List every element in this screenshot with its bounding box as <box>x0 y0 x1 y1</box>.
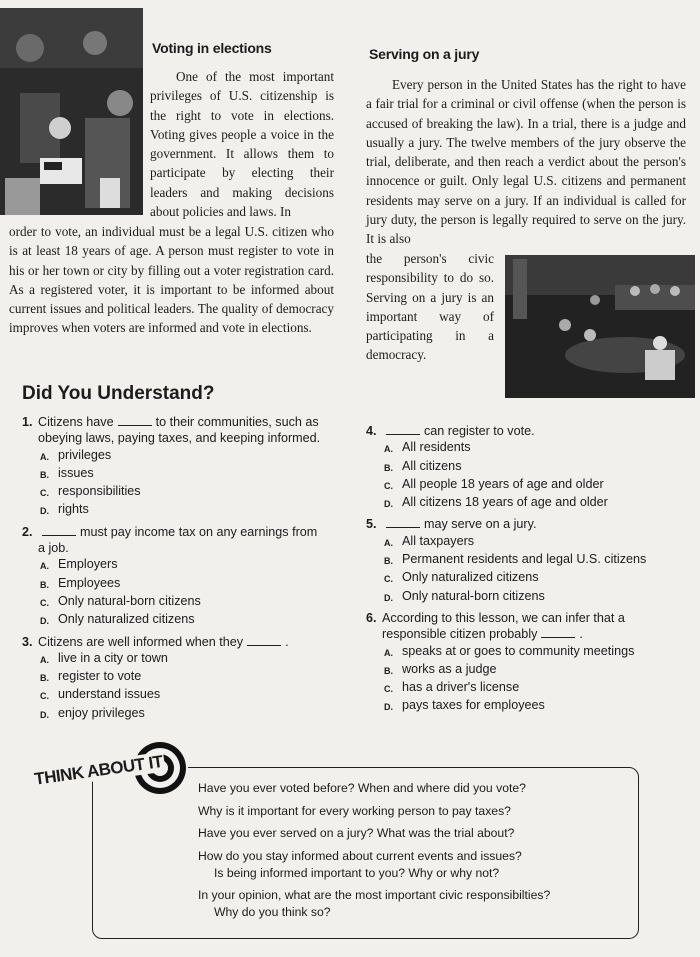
voting-paragraph-part2: order to vote, an individual must be a legal U.S. citizen who is at least 18 years of age. A person must register to vote in his or her town or city by filling out a voter registration card. As a registered voter, it is important to be informed about current issues and political leaders. The quality of democracy improves when voters are informed and vote in elections. <box>9 224 334 336</box>
think-questions <box>198 780 628 926</box>
question-3 <box>22 634 322 723</box>
option-letter: C. <box>384 684 393 695</box>
option-letter: C. <box>384 574 393 585</box>
answer-option <box>384 697 656 715</box>
answer-option <box>40 465 322 483</box>
option-text: speaks at or goes to community meetings <box>402 643 635 658</box>
voting-photo <box>0 8 143 215</box>
answer-option <box>384 533 656 551</box>
jury-paragraph-part2: the person's civic responsibility to do so. Serving on a jury is an important way of participating in a democracy. <box>366 251 494 363</box>
question-number: 4. <box>366 424 377 438</box>
answer-option <box>384 476 656 494</box>
option-letter: D. <box>40 709 49 720</box>
option-letter: B. <box>40 469 49 480</box>
question-text-after: . <box>579 627 583 642</box>
answer-option <box>40 501 322 519</box>
answer-option <box>384 643 656 661</box>
think-question-5 <box>198 887 628 920</box>
question-number: 2. <box>22 524 33 539</box>
think-question-text-continued: Why do you think so? <box>214 904 331 919</box>
option-letter: A. <box>40 654 49 665</box>
option-text: Permanent residents and legal U.S. citizens <box>402 552 647 567</box>
think-question-text: Have you ever voted before? When and where did you vote? <box>198 781 526 795</box>
option-letter: B. <box>40 579 49 590</box>
answer-option <box>40 593 322 611</box>
think-question-text-continued: Is being informed important to you? Why or why not? <box>214 865 500 880</box>
think-question-2 <box>198 803 628 820</box>
answer-option <box>384 439 656 457</box>
answer-option <box>40 575 322 593</box>
option-letter: C. <box>384 480 393 491</box>
answer-option <box>40 650 322 668</box>
jury-paragraph-full <box>366 75 686 249</box>
option-text: Only natural-born citizens <box>58 593 201 608</box>
option-letter: B. <box>40 673 49 684</box>
option-text: has a driver's license <box>402 680 520 695</box>
option-letter: A. <box>40 451 49 462</box>
think-question-3 <box>198 825 628 842</box>
option-text: understand issues <box>58 687 161 702</box>
question-4 <box>366 423 656 512</box>
answer-option <box>40 483 322 501</box>
question-text-after: to their communities, such as obeying laws, paying taxes, and keeping informed. <box>38 415 321 446</box>
option-text: All residents <box>402 440 471 455</box>
option-text: Employees <box>58 575 121 590</box>
answer-blank <box>386 425 420 435</box>
question-number: 5. <box>366 517 377 532</box>
quiz-left-column <box>22 414 322 727</box>
jury-photo <box>505 255 695 398</box>
option-letter: D. <box>384 702 393 713</box>
voting-paragraph-full <box>9 222 334 338</box>
option-letter: D. <box>384 499 393 510</box>
question-text-after: . <box>285 634 289 649</box>
think-question-text: In your opinion, what are the most important civic responsibilties? <box>198 888 551 903</box>
question-2 <box>22 524 322 630</box>
question-text-after: may serve on a jury. <box>424 517 537 532</box>
think-about-it-label: THINK ABOUT IT <box>31 752 166 790</box>
answer-option <box>40 668 322 686</box>
voting-heading: Voting in elections <box>152 40 272 56</box>
question-5 <box>366 516 656 605</box>
answer-option <box>384 551 656 569</box>
option-letter: A. <box>384 537 393 548</box>
answer-option <box>384 661 656 679</box>
answer-option <box>40 705 322 723</box>
answer-blank <box>118 416 152 426</box>
question-number: 1. <box>22 415 33 429</box>
answer-option <box>40 556 322 574</box>
option-text: live in a city or town <box>58 650 168 665</box>
question-text-before: According to this lesson, we can infer that a responsible citizen probably <box>382 610 625 642</box>
question-text-before: Citizens have <box>38 415 114 429</box>
option-text: issues <box>58 465 94 480</box>
option-letter: C. <box>40 691 49 702</box>
option-text: enjoy privileges <box>58 705 145 720</box>
think-question-text: How do you stay informed about current events and issues? <box>198 849 522 864</box>
question-number: 3. <box>22 634 33 649</box>
option-text: All citizens <box>402 458 462 473</box>
option-text: All citizens 18 years of age and older <box>402 495 608 510</box>
jury-paragraph-part1: Every person in the United States has the right to have a fair trial for a criminal or civil offense (when the person is accused of breaking the law). In a trial, there is a judge and usually a jury. The twelve members of the jury observe the trial, deliberate, and then reach a verdict about the person's innocence or guilt. Only legal U.S. citizens and permanent residents may serve on a jury. If an individual is called for jury duty, the person is legally required to serve on the jury. It is also <box>366 77 686 247</box>
option-text: works as a judge <box>402 661 497 676</box>
option-text: All people 18 years of age and older <box>402 476 604 491</box>
option-letter: C. <box>40 488 49 499</box>
answer-blank <box>247 636 281 646</box>
question-1 <box>22 414 322 520</box>
option-letter: B. <box>384 462 393 473</box>
answer-option <box>384 679 656 697</box>
answer-option <box>384 458 656 476</box>
option-text: pays taxes for employees <box>402 698 545 713</box>
option-text: Employers <box>58 557 118 572</box>
option-text: register to vote <box>58 669 142 684</box>
answer-blank <box>42 526 76 536</box>
option-letter: D. <box>384 592 393 603</box>
think-question-text: Why is it important for every working person to pay taxes? <box>198 803 511 818</box>
think-question-4 <box>198 848 628 881</box>
quiz-right-column <box>366 423 656 720</box>
jury-paragraph-wrapped <box>366 249 494 365</box>
option-text: All taxpayers <box>402 533 475 548</box>
voting-paragraph-wrapped <box>150 67 334 221</box>
think-question-1 <box>198 780 628 797</box>
option-letter: C. <box>40 597 49 608</box>
answer-option <box>384 569 656 587</box>
option-text: Only natural-born citizens <box>402 588 545 603</box>
quiz-title: Did You Understand? <box>22 383 215 404</box>
voting-paragraph-part1: One of the most important privileges of U.S. citizenship is the right to vote in elections. Voting gives people a voice in the government. It allows them to participate by electing their leaders and making decisions about policies and laws. In <box>150 69 334 220</box>
question-text-after: must pay income tax on any earnings from a job. <box>38 524 318 556</box>
option-letter: B. <box>384 556 393 567</box>
question-6 <box>366 610 656 716</box>
answer-option <box>40 611 322 629</box>
question-text-after: can register to vote. <box>424 424 535 438</box>
think-question-text: Have you ever served on a jury? What was the trial about? <box>198 826 515 841</box>
option-text: rights <box>58 502 89 517</box>
answer-blank <box>386 518 420 528</box>
question-number: 6. <box>366 610 377 625</box>
answer-option <box>384 588 656 606</box>
jury-heading: Serving on a jury <box>369 46 480 62</box>
option-text: privileges <box>58 447 112 462</box>
answer-blank <box>541 628 575 638</box>
option-text: Only naturalized citizens <box>58 612 195 627</box>
answer-option <box>40 447 322 465</box>
option-letter: A. <box>384 444 393 455</box>
option-letter: B. <box>384 665 393 676</box>
option-letter: A. <box>384 647 393 658</box>
option-letter: D. <box>40 616 49 627</box>
option-letter: D. <box>40 506 49 517</box>
option-letter: A. <box>40 561 49 572</box>
answer-option <box>384 494 656 512</box>
question-text-before: Citizens are well informed when they <box>38 634 244 649</box>
option-text: responsibilities <box>58 484 141 499</box>
option-text: Only naturalized citizens <box>402 570 539 585</box>
answer-option <box>40 686 322 704</box>
